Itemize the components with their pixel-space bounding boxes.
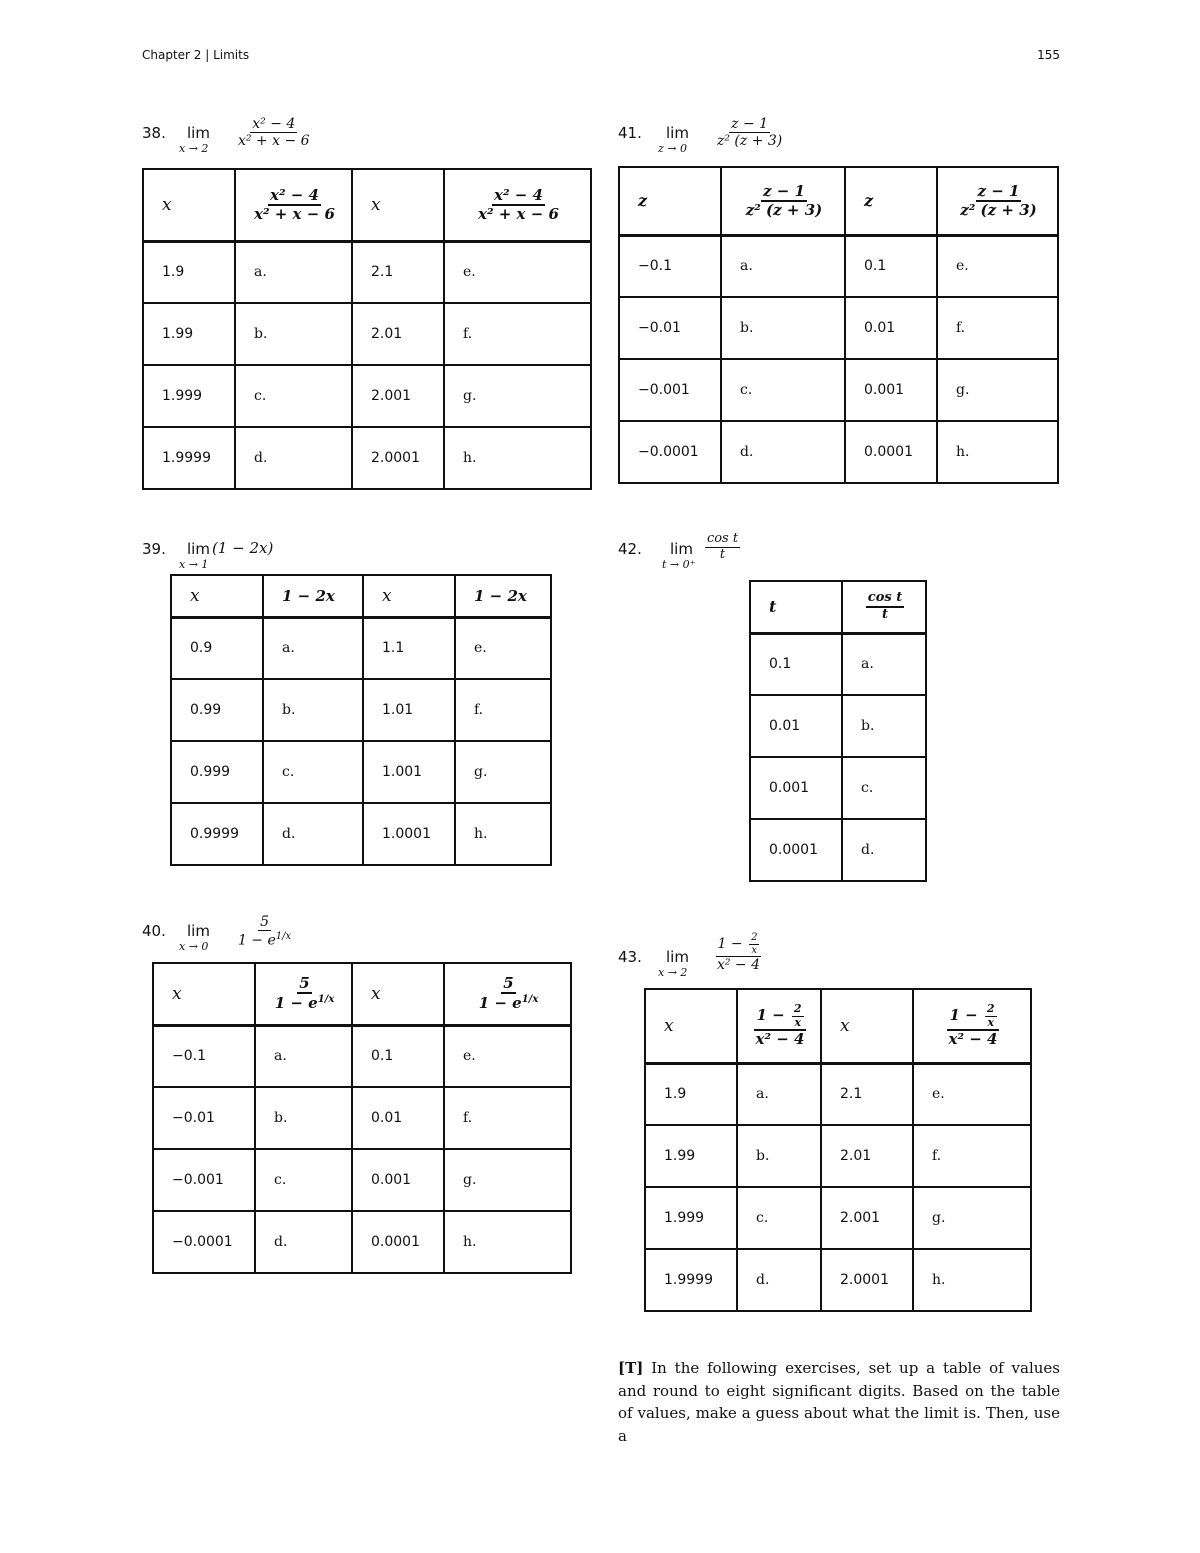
- lim-label: lim: [666, 124, 689, 142]
- col-var-left: z: [619, 167, 721, 235]
- lim-denominator: t: [719, 546, 726, 562]
- col-var-left: x: [143, 169, 235, 241]
- col-expr: $\frac{\text{cos t}}{t}$: [842, 581, 926, 633]
- table-row: 0.1 a.: [750, 633, 926, 695]
- table-row: −0.0001 d. 0.0001 h.: [153, 1211, 571, 1273]
- lim-numerator: cos t: [706, 531, 739, 546]
- col-expr-right: $\frac{z - 1}{\text{z² (z + 3)}}$: [937, 167, 1058, 235]
- problem-42: [618, 532, 938, 882]
- lim-numerator: x² − 4: [252, 116, 296, 132]
- instructions-paragraph: [618, 1357, 1060, 1447]
- lim-label: lim: [187, 124, 210, 142]
- table-row: 0.9999 d. 1.0001 h.: [171, 803, 551, 865]
- table-row: 0.999 c. 1.001 g.: [171, 741, 551, 803]
- lim-numerator: z − 1: [731, 116, 769, 132]
- col-expr-right: 1 − $\frac{2}{x}$ x² − 4: [913, 989, 1031, 1063]
- table-row: −0.001 c. 0.001 g.: [153, 1149, 571, 1211]
- lim-approach: x → 1: [179, 558, 209, 571]
- col-expr-left: $\frac{5}{1 - e^{1/x}}$: [255, 963, 352, 1025]
- table-row: 0.9 a. 1.1 e.: [171, 617, 551, 679]
- problem-39: [142, 532, 562, 866]
- table-row: 1.99 b. 2.01 f.: [645, 1125, 1031, 1187]
- problem-number: 42.: [618, 540, 642, 558]
- table-row: −0.01 b. 0.01 f.: [153, 1087, 571, 1149]
- values-table: [170, 574, 552, 866]
- problem-number: 43.: [618, 948, 642, 966]
- table-row: −0.1 a. 0.1 e.: [153, 1025, 571, 1087]
- col-expr-right: 1 − 2x: [455, 575, 551, 617]
- table-row: 0.01 b.: [750, 695, 926, 757]
- problem-number: 40.: [142, 922, 166, 940]
- col-expr-left: 1 − $\frac{2}{x}$ x² − 4: [737, 989, 821, 1063]
- problem-number: 41.: [618, 124, 642, 142]
- table-row: 0.0001 d.: [750, 819, 926, 881]
- problem-40: [142, 914, 582, 1274]
- col-expr-right: $\frac{\text{x² − 4}}{\text{x² + x − 6}}$: [444, 169, 591, 241]
- chapter-header: Chapter 2 | Limits: [142, 48, 250, 62]
- col-expr-right: $\frac{5}{1 - e^{1/x}}$: [444, 963, 571, 1025]
- table-row: 1.9999 d. 2.0001 h.: [143, 427, 591, 489]
- values-table: [749, 580, 927, 882]
- values-table: [644, 988, 1032, 1312]
- col-var-right: x: [352, 963, 444, 1025]
- table-row: 1.99 b. 2.01 f.: [143, 303, 591, 365]
- table-row: 0.001 c.: [750, 757, 926, 819]
- table-row: 0.99 b. 1.01 f.: [171, 679, 551, 741]
- problem-38: [142, 116, 592, 490]
- values-table: [152, 962, 572, 1274]
- col-var-left: x: [171, 575, 263, 617]
- problem-41: [618, 116, 1060, 484]
- lim-label: lim: [187, 922, 210, 940]
- lim-approach: z → 0: [658, 142, 688, 155]
- col-var-right: x: [363, 575, 455, 617]
- page-number: 155: [1037, 48, 1060, 62]
- col-expr-left: $\frac{z - 1}{\text{z² (z + 3)}}$: [721, 167, 845, 235]
- col-expr-left: 1 − 2x: [263, 575, 363, 617]
- values-table: [618, 166, 1059, 484]
- col-var-left: x: [645, 989, 737, 1063]
- col-var-left: x: [153, 963, 255, 1025]
- table-row: 1.9 a. 2.1 e.: [143, 241, 591, 303]
- lim-denominator: $1 - e^{1/x}$: [237, 931, 292, 949]
- table-row: 1.999 c. 2.001 g.: [645, 1187, 1031, 1249]
- table-row: −0.001 c. 0.001 g.: [619, 359, 1058, 421]
- lim-approach: x → 0: [179, 940, 209, 953]
- table-row: 1.9999 d. 2.0001 h.: [645, 1249, 1031, 1311]
- table-row: −0.1 a. 0.1 e.: [619, 235, 1058, 297]
- col-var: t: [750, 581, 842, 633]
- lim-approach: t → 0⁺: [662, 558, 696, 571]
- instructions-text: In the following exercises, set up a table of values and round to eight significant digits. Based on the table of values, make a guess about what the limit is. Then, use a: [618, 1359, 1060, 1445]
- lim-expression: (1 − 2x): [211, 539, 274, 557]
- calculator-tag: [T]: [618, 1359, 644, 1377]
- lim-denominator: z² (z + 3): [716, 133, 783, 150]
- table-row: −0.01 b. 0.01 f.: [619, 297, 1058, 359]
- table-row: −0.0001 d. 0.0001 h.: [619, 421, 1058, 483]
- lim-label: lim: [187, 540, 210, 558]
- table-row: 1.9 a. 2.1 e.: [645, 1063, 1031, 1125]
- problem-number: 38.: [142, 124, 166, 142]
- lim-denominator: x² − 4: [716, 957, 760, 973]
- col-var-right: x: [352, 169, 444, 241]
- lim-denominator: x² + x − 6: [237, 133, 310, 150]
- lim-numerator: 5: [260, 914, 270, 930]
- lim-approach: x → 2: [179, 142, 209, 155]
- col-expr-left: $\frac{\text{x² − 4}}{\text{x² + x − 6}}$: [235, 169, 352, 241]
- col-var-right: x: [821, 989, 913, 1063]
- values-table: [142, 168, 592, 490]
- lim-numerator: 1 − $\frac{2}{x}$: [716, 932, 762, 957]
- lim-label: lim: [670, 540, 693, 558]
- col-var-right: z: [845, 167, 937, 235]
- lim-label: lim: [666, 948, 689, 966]
- lim-approach: x → 2: [658, 966, 688, 979]
- table-row: 1.999 c. 2.001 g.: [143, 365, 591, 427]
- problem-43: [618, 932, 1038, 1312]
- problem-number: 39.: [142, 540, 166, 558]
